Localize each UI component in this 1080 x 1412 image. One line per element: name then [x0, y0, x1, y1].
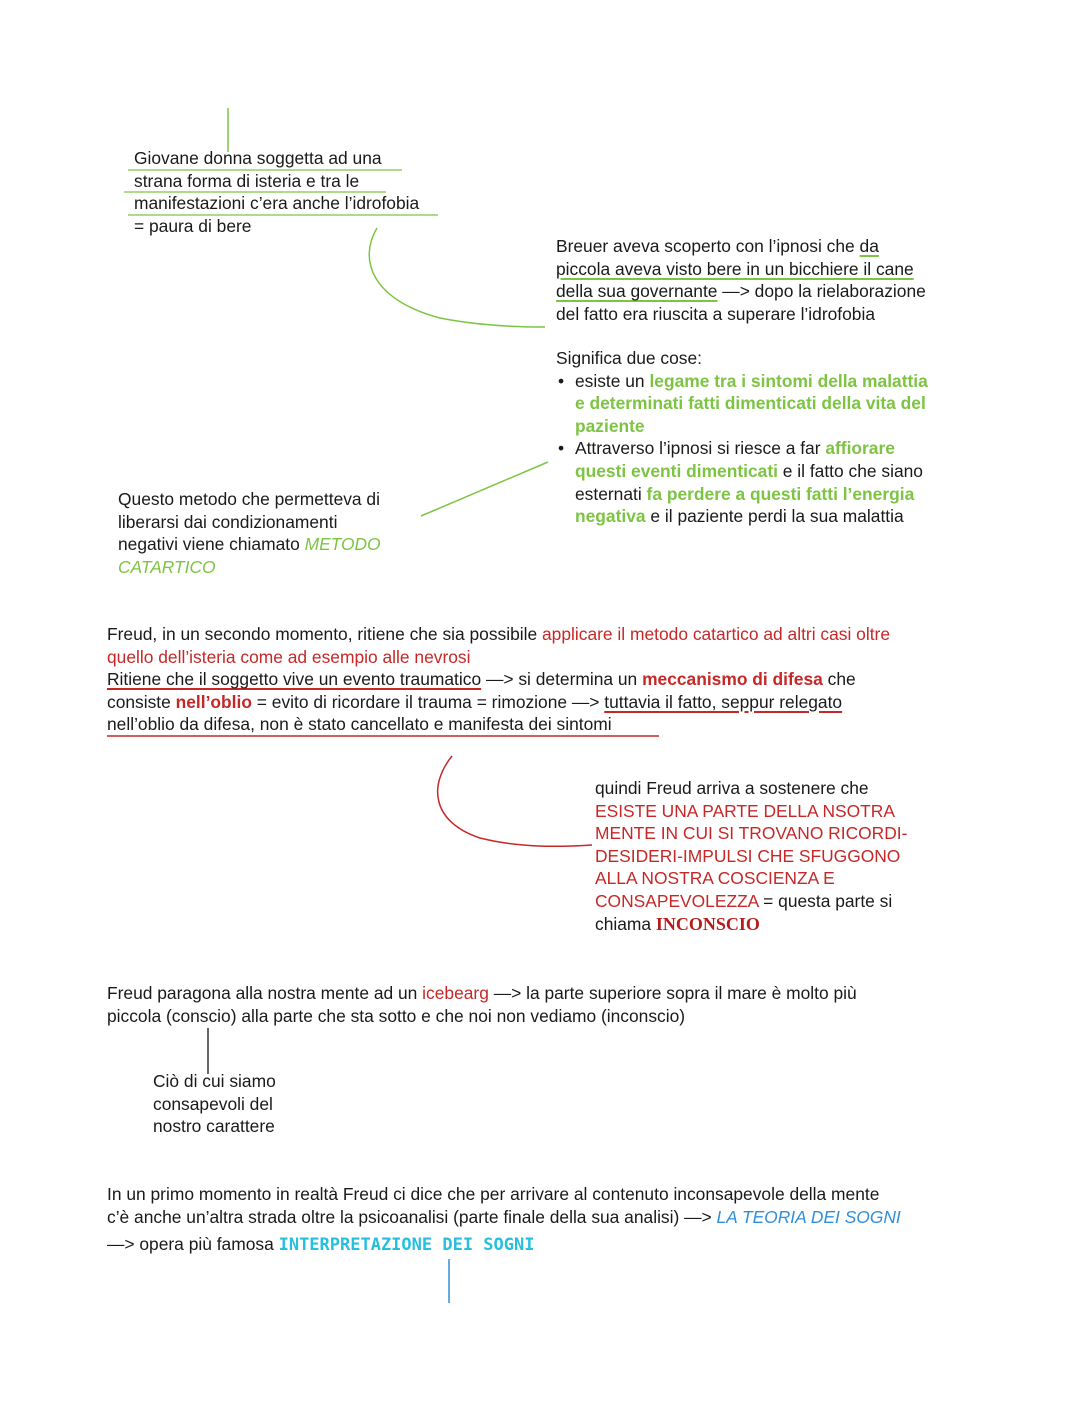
inconscio-note [595, 777, 907, 935]
meaning-bullet-1-cont: e determinati fatti dimenticati della vita del [575, 393, 926, 414]
dreams-line-1: In un primo momento in realtà Freud ci dice che per arrivare al contenuto inconsapevole della mente [107, 1184, 880, 1204]
freud-line-4: consiste nell’oblio = evito di ricordare il trauma = rimozione —> tuttavia il fatto, seppur relegato [107, 691, 843, 712]
iceberg-line-1: Freud paragona alla nostra mente ad un icebearg —> la parte superiore sopra il mare è molto più [107, 983, 857, 1003]
meaning-bullet-2-cont-3: negativa e il paziente perdi la sua malattia [575, 506, 904, 527]
breuer-line-4: del fatto era riuscita a superare l’idrofobia [556, 303, 876, 324]
method-line-2: liberarsi dai condizionamenti [118, 511, 338, 532]
case-note [134, 147, 419, 237]
conscio-note [153, 1070, 276, 1138]
meaning-bullet-2-cont-2: esternati fa perdere a questi fatti l’energia [575, 483, 915, 504]
dreams-line-3: —> opera più famosa INTERPRETAZIONE DEI SOGNI [107, 1234, 535, 1256]
breuer-line-3: della sua governante —> dopo la rielaborazione [556, 281, 926, 302]
meaning-bullet-2: • Attraverso l’ipnosi si riesce a far affiorare [556, 437, 928, 460]
meaning-bullet-1: • esiste un legame tra i sintomi della malattia [556, 370, 928, 393]
meaning-bullet-1-cont-2: paziente [575, 415, 645, 436]
case-note-line-1: Giovane donna soggetta ad una [134, 148, 382, 168]
inconscio-term: INCONSCIO [655, 913, 760, 934]
meaning-block [556, 347, 928, 528]
freud-line-1: Freud, in un secondo momento, ritiene che sia possibile applicare il metodo catartico ad altri casi oltre [107, 624, 890, 644]
dreams-theory-term: LA TEORIA DEI SOGNI [716, 1206, 901, 1227]
breuer-line-1: Breuer aveva scoperto con l’ipnosi che da [556, 236, 879, 256]
dreams-work-title: INTERPRETAZIONE DEI SOGNI [278, 1235, 535, 1256]
method-note [118, 488, 381, 578]
meaning-bullet-2-cont: questi eventi dimenticati e il fatto che siano [575, 460, 923, 481]
freud-line-3: Ritiene che il soggetto vive un evento traumatico —> si determina un meccanismo di difesa che [107, 669, 856, 690]
method-line-3: negativi viene chiamato METODO [118, 534, 381, 555]
inconscio-line-2: ESISTE UNA PARTE DELLA NSOTRA [595, 800, 895, 821]
case-note-line-3: manifestazioni c’era anche l’idrofobia [134, 193, 420, 214]
conscio-line-1: Ciò di cui siamo [153, 1071, 276, 1091]
freud-line-5: nell’oblio da difesa, non è stato cancellato e manifesta dei sintomi [107, 714, 612, 735]
dreams-paragraph [107, 1183, 901, 1257]
conscio-line-3: nostro carattere [153, 1116, 275, 1137]
iceberg-line-2: piccola (conscio) alla parte che sta sotto e che noi non vediamo (inconscio) [107, 1005, 686, 1026]
inconscio-line-3: MENTE IN CUI SI TROVANO RICORDI- [595, 823, 908, 844]
meaning-intro: Significa due cose: [556, 348, 702, 368]
connector-diagonal-green [421, 462, 548, 516]
dreams-line-2: c’è anche un’altra strada oltre la psicoanalisi (parte finale della sua analisi) —> LA TEORIA DEI SOGNI [107, 1206, 901, 1227]
conscio-line-2: consapevoli del [153, 1093, 273, 1114]
inconscio-line-1: quindi Freud arriva a sostenere che [595, 778, 869, 798]
case-note-line-4: = paura di bere [134, 215, 252, 236]
inconscio-line-7: chiama INCONSCIO [595, 913, 760, 934]
case-note-line-2: strana forma di isteria e tra le [134, 170, 360, 191]
freud-line-2: quello dell’isteria come ad esempio alle nevrosi [107, 646, 471, 667]
inconscio-line-6: CONSAPEVOLEZZA = questa parte si [595, 890, 893, 911]
inconscio-line-4: DESIDERI-IMPULSI CHE SFUGGONO [595, 845, 901, 866]
method-line-4: CATARTICO [118, 556, 216, 577]
method-line-1: Questo metodo che permetteva di [118, 489, 380, 509]
iceberg-paragraph [107, 982, 857, 1027]
connector-curve-green [369, 228, 545, 327]
breuer-note [556, 235, 926, 325]
connector-curve-red [438, 756, 592, 846]
inconscio-line-5: ALLA NOSTRA COSCIENZA E [595, 868, 835, 889]
breuer-line-2: piccola aveva visto bere in un bicchiere il cane [556, 258, 914, 279]
freud-paragraph [107, 623, 890, 736]
